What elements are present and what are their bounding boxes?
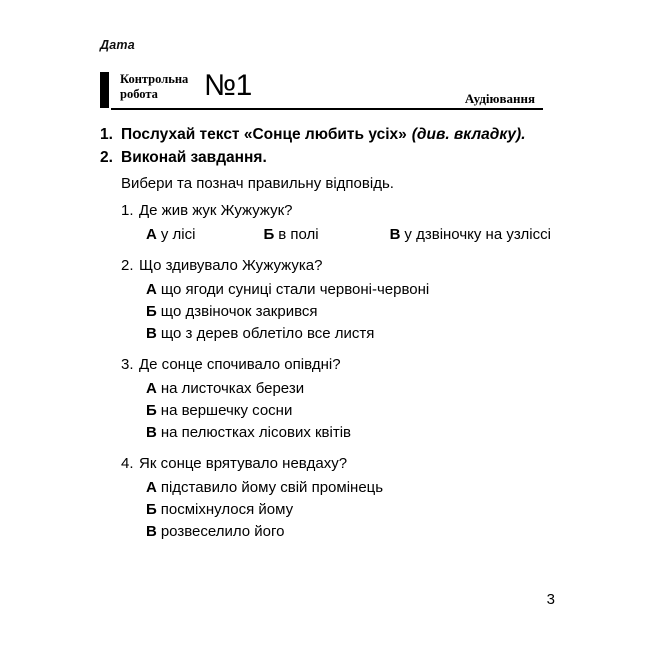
task-number: 2. — [100, 149, 113, 166]
option-text: на пелюстках лісових квітів — [160, 424, 352, 441]
question-text: Де жив жук Жужужук? — [139, 202, 293, 219]
option-letter: Б — [146, 501, 157, 518]
task-note: (див. вкладку). — [411, 126, 526, 143]
option-text: посміхнулося йому — [160, 501, 294, 518]
work-title — [120, 72, 198, 101]
instruction-text: Вибери та познач правильну відповідь. — [121, 175, 394, 192]
question-block — [121, 255, 551, 345]
option-group — [121, 378, 551, 444]
option-item[interactable] — [146, 279, 551, 301]
option-item[interactable] — [390, 224, 551, 246]
option-text: що з дерев облетіло все листя — [160, 325, 375, 342]
option-text: на листочках берези — [160, 380, 305, 397]
work-title-line-2: робота — [120, 86, 158, 101]
option-letter: В — [146, 424, 157, 441]
option-text: підставило йому свій промінець — [160, 479, 384, 496]
option-letter: В — [389, 226, 401, 243]
task-text: Послухай текст «Сонце любить усіх» — [121, 126, 407, 143]
question-line — [121, 354, 551, 376]
option-item[interactable] — [146, 499, 551, 521]
work-number: №1 — [204, 69, 252, 102]
task-list — [100, 124, 550, 170]
task-row — [100, 124, 550, 145]
option-letter: А — [146, 479, 157, 496]
masthead-divider — [111, 108, 543, 110]
question-text: Де сонце спочивало опівдні? — [139, 356, 341, 373]
work-title-line-1: Контрольна — [120, 72, 189, 86]
option-item[interactable] — [146, 323, 551, 345]
question-block — [121, 453, 551, 543]
option-text: у дзвіночку на узліссі — [404, 226, 551, 243]
question-number: 2. — [121, 257, 134, 274]
masthead — [100, 69, 545, 108]
question-number: 3. — [121, 356, 134, 373]
question-list — [121, 200, 551, 552]
question-line — [121, 255, 551, 277]
task-number: 1. — [100, 126, 113, 143]
option-item[interactable] — [146, 521, 551, 543]
question-text: Що здивувало Жужужука? — [139, 257, 323, 274]
option-letter: А — [146, 226, 157, 243]
option-item[interactable] — [146, 400, 551, 422]
masthead-accent-bar — [100, 72, 109, 108]
option-item[interactable] — [146, 301, 551, 323]
option-group — [121, 224, 551, 246]
question-number: 4. — [121, 455, 134, 472]
option-item[interactable] — [263, 224, 318, 246]
question-block — [121, 200, 551, 246]
option-text: розвеселило його — [160, 523, 285, 540]
question-text: Як сонце врятувало невдаху? — [139, 455, 348, 472]
option-text: що ягоди суниці стали червоні-червоні — [160, 281, 430, 298]
option-item[interactable] — [146, 477, 551, 499]
option-item[interactable] — [146, 378, 551, 400]
option-letter: В — [146, 325, 157, 342]
section-title: Аудіювання — [464, 91, 535, 106]
question-block — [121, 354, 551, 444]
task-text: Виконай завдання. — [121, 149, 267, 166]
task-row — [100, 147, 550, 168]
option-item[interactable] — [146, 422, 551, 444]
date-label: Дата — [100, 38, 135, 52]
option-group — [121, 279, 551, 345]
option-letter: Б — [263, 226, 275, 243]
option-text: в полі — [278, 226, 319, 243]
option-letter: А — [146, 281, 157, 298]
question-number: 1. — [121, 202, 134, 219]
option-group — [121, 477, 551, 543]
option-item[interactable] — [146, 224, 195, 246]
question-line — [121, 200, 551, 222]
option-text: на вершечку сосни — [160, 402, 293, 419]
option-text: що дзвіночок закрився — [160, 303, 318, 320]
option-letter: Б — [146, 402, 157, 419]
option-letter: А — [146, 380, 157, 397]
page-number: 3 — [546, 591, 555, 608]
question-line — [121, 453, 551, 475]
option-letter: В — [146, 523, 157, 540]
option-letter: Б — [146, 303, 157, 320]
option-text: у лісі — [160, 226, 196, 243]
